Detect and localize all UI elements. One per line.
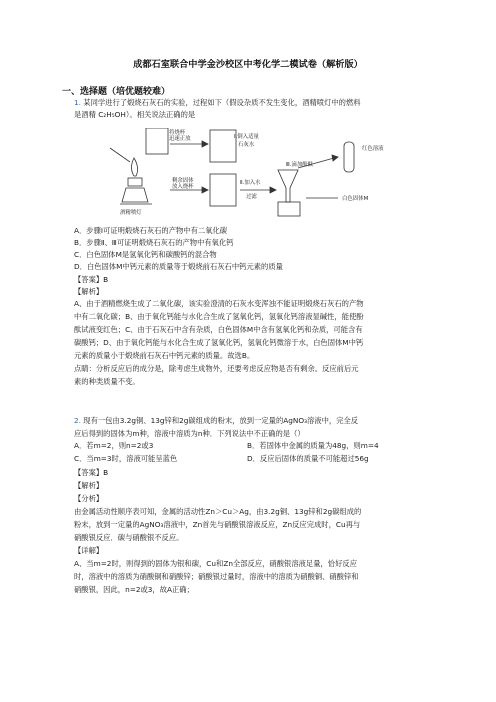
figure-label-i: Ⅱ.加入水 [240, 180, 261, 186]
q1-number: 1. [74, 98, 81, 107]
figure-label-g: 剩余固体 [172, 178, 194, 184]
q2-detail-line-1: A、当m=2时，则得到的固体为银和碳，Cu和Zn全部反应，硝酸银溶液足量，恰好反应 [74, 559, 357, 568]
q1-analysis-line-3: 酞试液变红色；C、由于石灰石中含有杂质，白色固体M中含有氢氧化钙和杂质，可能含有 [74, 325, 363, 334]
section-heading: 一、选择题（培优题较难） [62, 87, 171, 97]
q1-analysis-line-7: 素的种类质量不变。 [74, 377, 140, 386]
figure-label-d: 石灰水 [238, 142, 255, 148]
figure-label-j: 过滤 [246, 194, 257, 200]
q2-detail-line-2: 时，溶液中的溶质为硝酸铜和硝酸锌；硝酸银过量时，溶液中的溶质为硝酸铜、硝酸锌和 [74, 572, 359, 581]
q1-stem-line-1 [74, 97, 440, 108]
q1-analysis-tag: 【解析】 [74, 287, 104, 296]
q1-analysis-line-4: 碳酸钙；D、由于氧化钙能与水化合生成了氢氧化钙，氢氧化钙微溶于水，白色固体M中钙 [74, 338, 364, 347]
page-title: 成都石室联合中学金沙校区中考化学二模试卷（解析版） [133, 59, 363, 70]
q2-analysis-line-1: 由金属活动性顺序表可知，金属的活动性Zn＞Cu＞Ag，由3.2g铜、13g锌和2g碳组成的 [74, 507, 362, 516]
figure-label-l: 酒精喷灯 [120, 210, 142, 216]
q1-analysis-line-1: A、由于酒精燃烧生成了二氧化碳，该实验澄清的石灰水变浑浊不能证明煅烧石灰石的产物 [74, 299, 364, 308]
q2-detail-tag: 【详解】 [74, 546, 104, 555]
q2-analysis-line-3: 硝酸银反应．碳与硝酸银不反应。 [74, 533, 184, 542]
q2-stem-line-1 [74, 415, 440, 426]
q2-number: 2. [74, 416, 81, 425]
q1-analysis-line-6: 点睛：分析反应后的成分是，除考虑生成物外，还要考虑反应物是否有剩余。反应前后元 [74, 364, 359, 373]
figure-label-k: 白色固体M [342, 196, 369, 202]
q1-stem-line-2: 是酒精 C₂H₅OH）。相关说法正确的是 [74, 110, 196, 119]
q2-analysis-line-2: 粉末，放到一定量的AgNO₃溶液中，Zn首先与硝酸银溶液反应，Zn反应完成时，Cu再与 [74, 520, 361, 529]
figure-label-e: Ⅲ.滴加酚酞 [286, 162, 313, 168]
q2-stem-line-2: 应后得到的固体为m种，溶液中溶质为n种．下列说法中不正确的是（） [74, 429, 305, 438]
q2-option-d: D．反应后固体的质量不可能超过56g [247, 454, 369, 463]
q1-stem-text-1: 某同学进行了煅烧石灰石的实验，过程如下（假设杂质不发生变化，酒精喷灯中的燃料 [83, 98, 361, 107]
q2-stem-text-1: 现有一包由3.2g铜、13g锌和2g碳组成的粉末，放到一定量的AgNO₃溶液中，完全反 [83, 416, 359, 425]
figure-label-f: 红色溶液 [362, 146, 384, 152]
q1-analysis-line-2: 中有二氧化碳；B、由于氧化钙能与水化合生成了氢氧化钙，氢氧化钙溶液显碱性，能使酚 [74, 312, 364, 321]
figure-label-a: 将烧杯 [169, 130, 186, 136]
q1-option-a: A．步骤Ⅰ可证明煅烧石灰石的产物中有二氧化碳 [74, 226, 228, 235]
q1-option-c: C．白色固体M是氢氧化钙和碳酸钙的混合物 [74, 250, 217, 259]
q1-option-b: B．步骤Ⅱ、Ⅲ可证明煅烧石灰石的产物中有氧化钙 [74, 238, 234, 247]
figure-label-h: 放入烧杯 [172, 184, 194, 190]
lamp-body [122, 188, 148, 202]
experiment-figure [74, 128, 424, 218]
figure-label-c: Ⅰ.倒入适量 [234, 134, 259, 140]
q2-option-c: C．当m=3时，溶液可能呈蓝色 [74, 454, 178, 463]
q1-option-d: D．白色固体M中钙元素的质量等于煅烧前石灰石中钙元素的质量 [74, 262, 283, 271]
q2-analyze-tag: 【分析】 [74, 494, 104, 503]
flame-shape [132, 158, 138, 176]
q1-analysis-line-5: 元素的质量小于煅烧前石灰石中钙元素的质量。故选B。 [74, 351, 255, 360]
figure-label-b: 迅速正放 [169, 136, 191, 142]
q2-option-b: B．若固体中金属的质量为48g，则m=4 [247, 441, 379, 450]
q2-analysis-tag: 【解析】 [74, 481, 104, 490]
q2-option-a: A．若m=2，则n=2或3 [74, 441, 154, 450]
q1-answer: 【答案】B [74, 275, 109, 284]
q2-answer: 【答案】B [74, 468, 109, 477]
q2-detail-line-3: 硝酸银，因此，n=2或3，故A正确； [74, 585, 194, 594]
